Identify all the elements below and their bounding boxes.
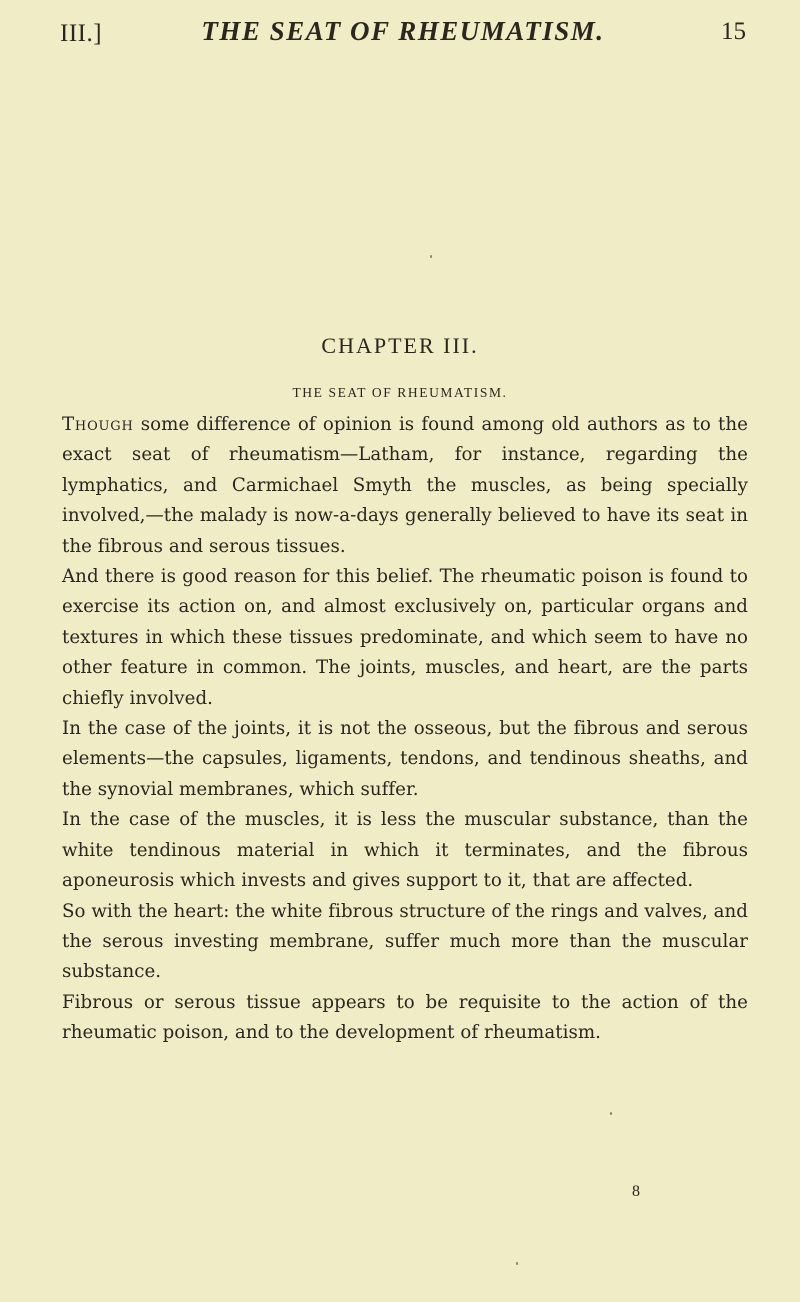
paragraph-5: So with the heart: the white fibrous structure of the rings and valves, and the serous investing membrane, suffer much more than the muscular substance. [62,900,748,983]
paragraph-2: And there is good reason for this belief. The rheumatic poison is found to exercise its action on, and almost exclusively on, particular organs and textures in which these tissues predominate, and which seem to have no other feature in common. The joints, muscles, and heart, are the parts chiefly involved. [62,566,748,709]
body-text [62,410,748,1049]
running-head-chapter-numeral: III.] [60,20,103,47]
paragraph-1 [62,410,748,562]
paper-speck [516,1262,518,1265]
running-head-title: THE SEAT OF RHEUMATISM. [201,16,605,46]
signature-mark: 8 [632,1183,640,1200]
paragraph-3: In the case of the joints, it is not the osseous, but the fibrous and serous elements—the capsules, ligaments, tendons, and tendinous sheaths, and the synovial membranes, which suffer. [62,718,748,800]
paper-speck [430,255,432,258]
chapter-heading: CHAPTER III. [321,333,479,358]
paragraph-4: In the case of the muscles, it is less the muscular substance, than the white tendinous material in which it terminates, and the fibrous aponeurosis which invests and gives support to it, that are affected. [62,809,748,892]
paragraph-1-text: some difference of opinion is found among old authors as to the exact seat of rheumatism—Latham, for instance, regarding the lymphatics, and Carmichael Smyth the muscles, as being specially involved,—the malady is now-a-days generally believed to have its seat in the fibrous and serous tissues. [62,414,748,557]
paper-speck [610,1112,612,1115]
running-head [60,16,746,56]
chapter-subtitle: THE SEAT OF RHEUMATISM. [292,385,508,400]
paragraph-1-lead-word: Though [62,414,134,435]
page-number: 15 [721,18,746,45]
paragraph-6: Fibrous or serous tissue appears to be requisite to the action of the rheumatic poison, and to the development of rheumatism. [62,991,748,1044]
